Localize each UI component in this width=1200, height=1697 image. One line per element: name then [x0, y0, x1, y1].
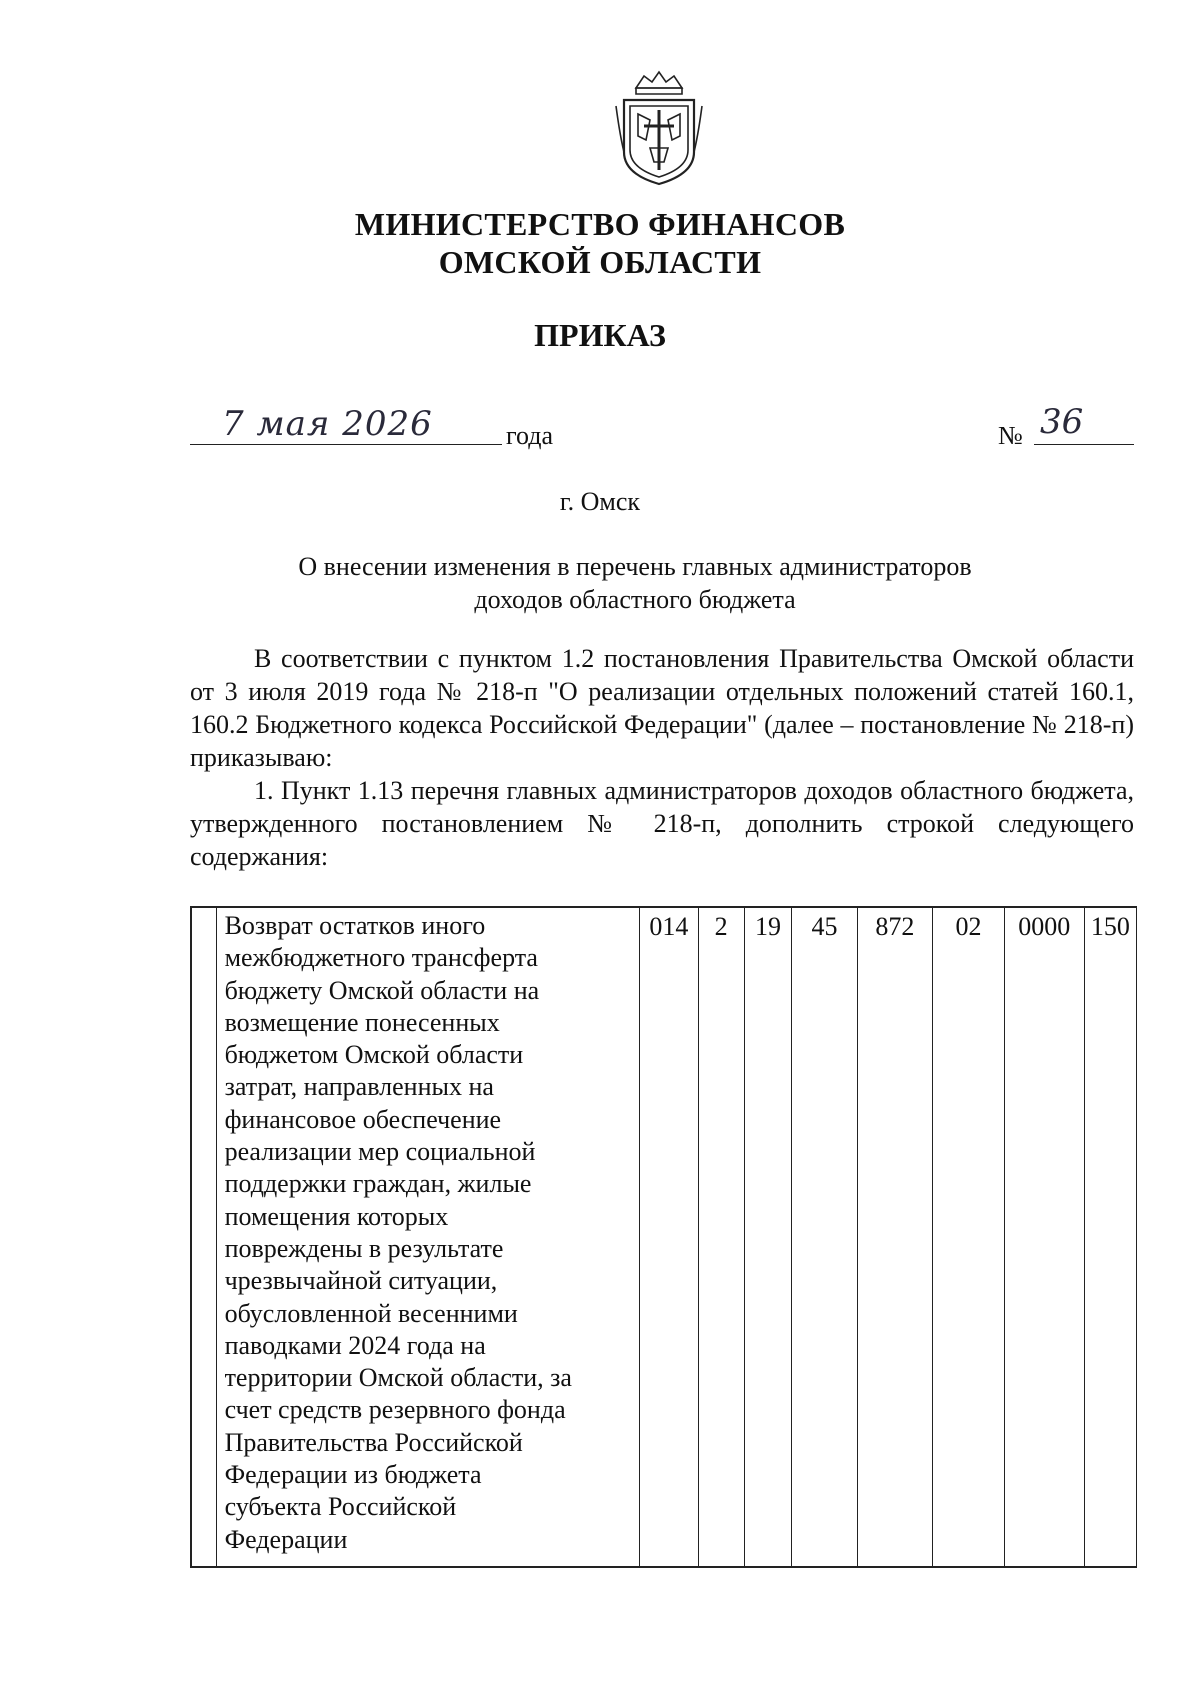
code-cell-economic: 150 [1084, 907, 1136, 1567]
index-cell [191, 907, 216, 1567]
name-line: территории Омской области, за [224, 1363, 572, 1393]
name-line: помещения которых [224, 1201, 449, 1231]
omsk-coat-of-arms-icon [614, 66, 704, 190]
subject-line: О внесении изменения в перечень главных администраторов [298, 552, 972, 581]
name-line: повреждены в результате [224, 1233, 504, 1263]
code-cell-group: 2 [698, 907, 744, 1567]
handwritten-date: 7 мая 2026 [222, 404, 433, 444]
body-paragraph: В соответствии с пунктом 1.2 постановления Правительства Омской области от 3 июля 2019 года № 218-п "О реализации отдельных положений статей 160.1, 160.2 Бюджетного кодекса Российской Федерации" (далее – постановление № 218-п) приказываю: [190, 644, 1134, 772]
name-line: Федерации [224, 1524, 348, 1554]
name-line: Федерации из бюджета [224, 1460, 482, 1490]
city: г. Омск [559, 487, 641, 516]
name-line: реализации мер социальной [224, 1137, 536, 1167]
name-line: бюджетом Омской области [224, 1040, 524, 1070]
name-line: бюджету Омской области на [224, 975, 540, 1005]
name-line: межбюджетного трансферта [224, 943, 538, 973]
organization-name-line1: МИНИСТЕРСТВО ФИНАНСОВ [354, 206, 846, 242]
code-cell-admin: 014 [639, 907, 698, 1567]
name-line: субъекта Российской [224, 1492, 457, 1522]
name-line: паводками 2024 года на [224, 1330, 486, 1360]
number-label: № [998, 421, 1023, 450]
code-cell-subarticle: 872 [857, 907, 933, 1567]
name-line: затрат, направленных на [224, 1072, 494, 1102]
name-line: Правительства Российской [224, 1427, 523, 1457]
name-line: финансовое обеспечение [224, 1104, 502, 1134]
name-line: Возврат остатков иного [224, 911, 486, 940]
name-line: счет средств резервного фонда [224, 1395, 566, 1425]
document-type: ПРИКАЗ [534, 317, 666, 353]
code-cell-article: 45 [792, 907, 857, 1567]
subject-line: доходов областного бюджета [474, 585, 796, 614]
code-cell-element: 02 [933, 907, 1004, 1567]
document-body [190, 642, 1134, 873]
document-subject [250, 550, 1020, 616]
table-row [191, 907, 1137, 1567]
name-line: чрезвычайной ситуации, [224, 1266, 498, 1296]
inserted-row-table [190, 906, 1137, 1568]
handwritten-number: 36 [1040, 402, 1084, 442]
number-underline [1034, 444, 1134, 445]
name-line: поддержки граждан, жилые [224, 1169, 532, 1199]
code-cell-subgroup: 19 [744, 907, 792, 1567]
organization-name-line2: ОМСКОЙ ОБЛАСТИ [438, 244, 762, 280]
name-line: обусловленной весенними [224, 1298, 518, 1328]
name-line: возмещение понесенных [224, 1007, 500, 1037]
date-suffix: года [506, 421, 554, 450]
body-paragraph: 1. Пункт 1.13 перечня главных администраторов доходов областного бюджета, утвержденного постановлением № 218-п, дополнить строкой следующего содержания: [190, 776, 1134, 871]
code-cell-program: 0000 [1004, 907, 1084, 1567]
income-name-cell [216, 907, 639, 1567]
date-underline [190, 444, 502, 445]
